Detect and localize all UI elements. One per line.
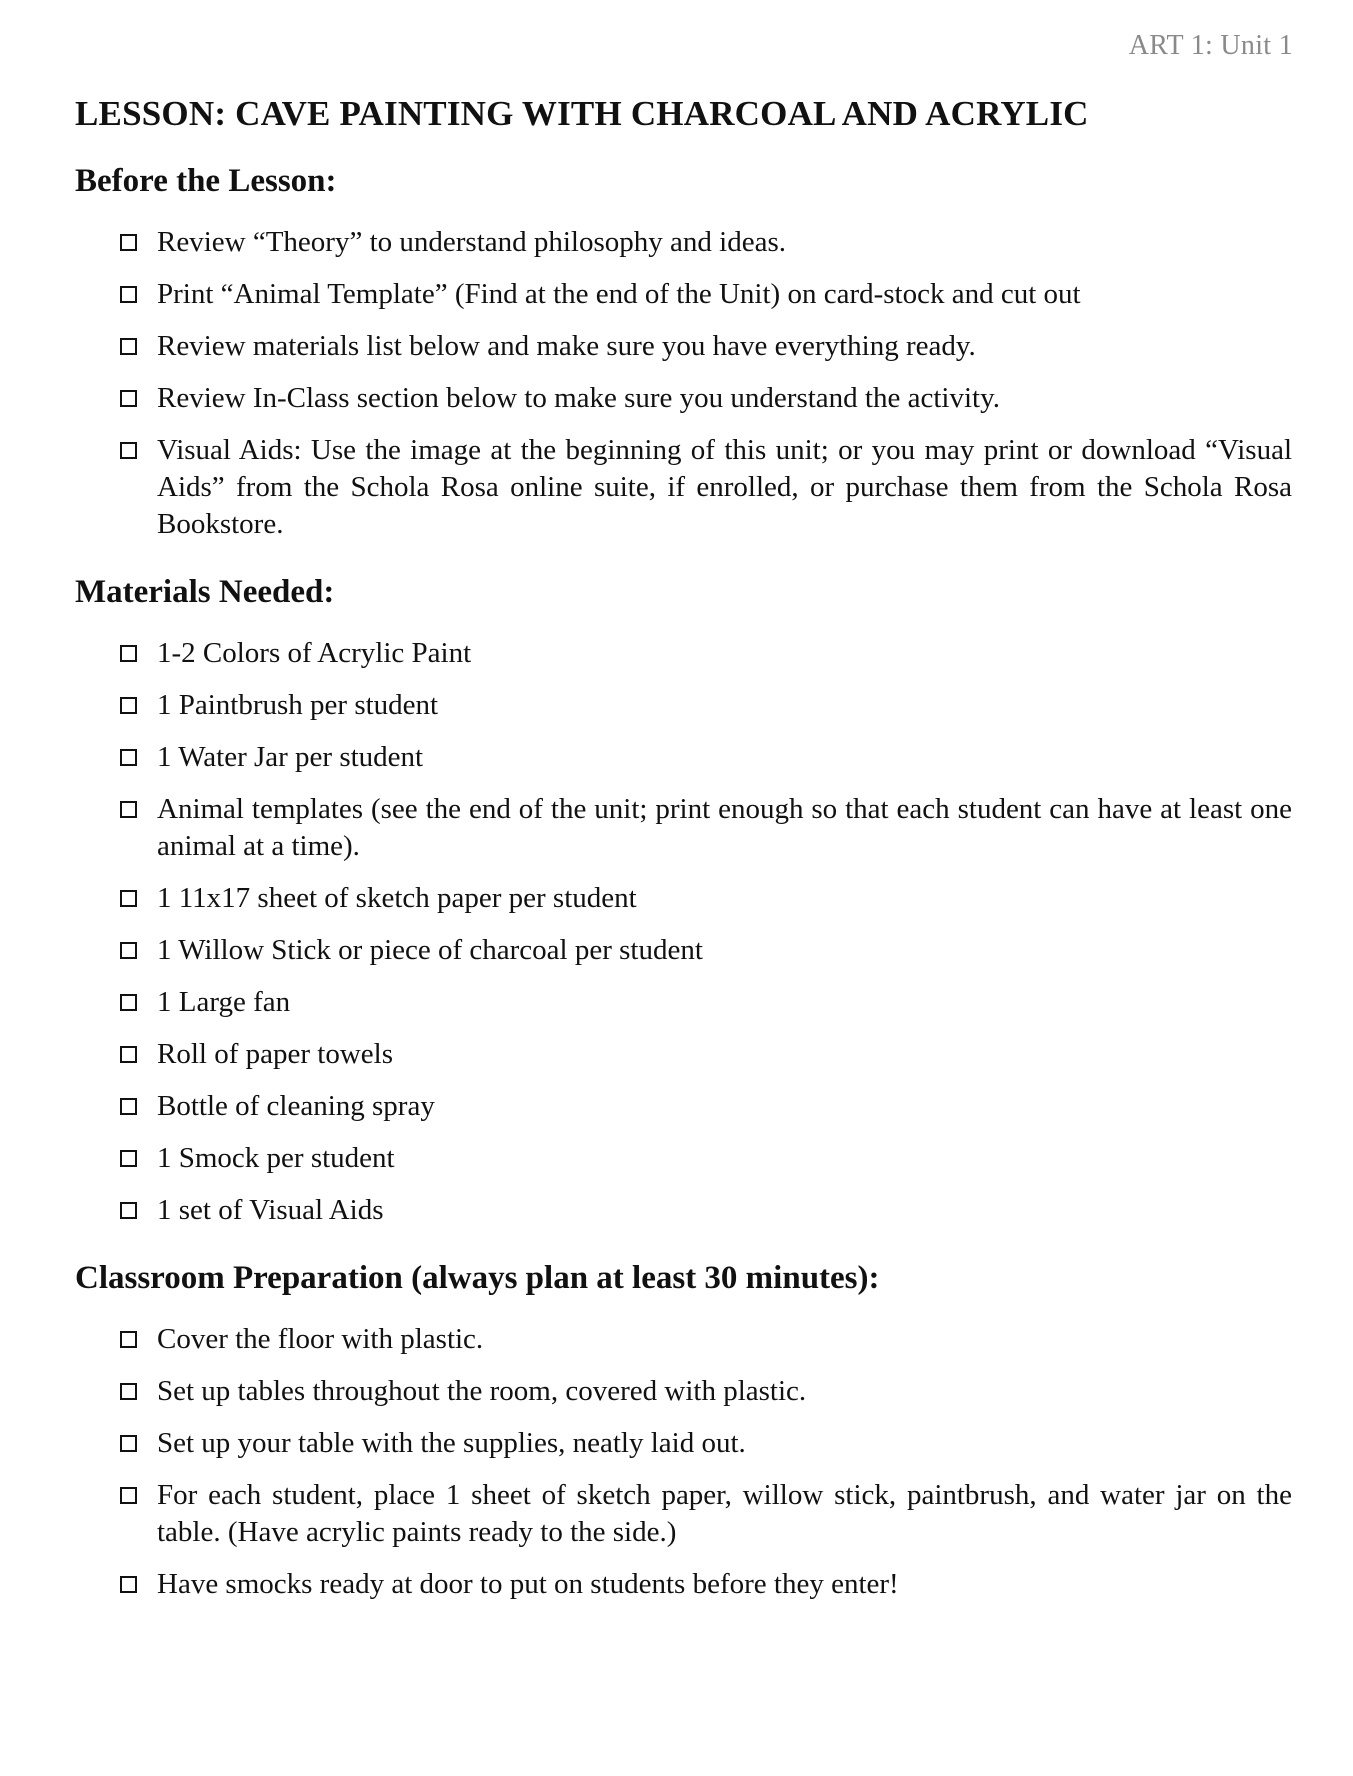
checklist-item bbox=[120, 328, 1292, 365]
checklist-item-text: Bottle of cleaning spray bbox=[157, 1090, 435, 1122]
before-lesson-heading: Before the Lesson: bbox=[75, 163, 337, 199]
checklist-item bbox=[120, 1425, 1292, 1462]
checkbox[interactable] bbox=[120, 1331, 137, 1348]
checklist-item-text: Review In-Class section below to make sure you understand the activity. bbox=[157, 382, 1000, 414]
checklist-item-text: Animal templates (see the end of the unit; print enough so that each student can have at least one animal at a time). bbox=[157, 793, 1292, 862]
lesson-title: LESSON: CAVE PAINTING WITH CHARCOAL AND ACRYLIC bbox=[75, 94, 1089, 133]
checkbox[interactable] bbox=[120, 338, 137, 355]
checklist-item-text: 1 set of Visual Aids bbox=[157, 1194, 384, 1226]
checklist-item bbox=[120, 276, 1292, 313]
classroom-prep-checklist bbox=[75, 1321, 1292, 1603]
checkbox[interactable] bbox=[120, 286, 137, 303]
checkbox[interactable] bbox=[120, 1487, 137, 1504]
checkbox[interactable] bbox=[120, 801, 137, 818]
classroom-prep-heading: Classroom Preparation (always plan at least 30 minutes): bbox=[75, 1260, 880, 1296]
checkbox[interactable] bbox=[120, 1098, 137, 1115]
before-lesson-checklist bbox=[75, 224, 1292, 543]
checklist-item-text: 1 Paintbrush per student bbox=[157, 689, 439, 721]
checklist-item bbox=[120, 687, 1292, 724]
checkbox[interactable] bbox=[120, 942, 137, 959]
checklist-item bbox=[120, 984, 1292, 1021]
checklist-item-text: Print “Animal Template” (Find at the end of the Unit) on card-stock and cut out bbox=[157, 278, 1081, 310]
checklist-item bbox=[120, 739, 1292, 776]
checklist-item bbox=[120, 380, 1292, 417]
checklist-item-text: Review materials list below and make sure you have everything ready. bbox=[157, 330, 976, 362]
checklist-item-text: 1 Large fan bbox=[157, 986, 291, 1018]
checklist-item-text: 1 Water Jar per student bbox=[157, 741, 424, 773]
checklist-item bbox=[120, 1321, 1292, 1358]
checkbox[interactable] bbox=[120, 390, 137, 407]
checklist-item bbox=[120, 1140, 1292, 1177]
checklist-item-text: Roll of paper towels bbox=[157, 1038, 393, 1070]
checkbox[interactable] bbox=[120, 1202, 137, 1219]
checkbox[interactable] bbox=[120, 1576, 137, 1593]
checklist-item bbox=[120, 1036, 1292, 1073]
checklist-item bbox=[120, 1088, 1292, 1125]
materials-checklist bbox=[75, 635, 1292, 1229]
checklist-item bbox=[120, 1566, 1292, 1603]
checklist-item-text: 1 Smock per student bbox=[157, 1142, 395, 1174]
checklist-item-text: 1 Willow Stick or piece of charcoal per student bbox=[157, 934, 703, 966]
checklist-item bbox=[120, 791, 1292, 865]
checklist-item-text: Review “Theory” to understand philosophy and ideas. bbox=[157, 226, 786, 258]
checkbox[interactable] bbox=[120, 749, 137, 766]
checklist-item bbox=[120, 224, 1292, 261]
checklist-item-text: Set up your table with the supplies, neatly laid out. bbox=[157, 1427, 746, 1459]
checklist-item-text: 1 11x17 sheet of sketch paper per student bbox=[157, 882, 637, 914]
checkbox[interactable] bbox=[120, 645, 137, 662]
checklist-item bbox=[120, 635, 1292, 672]
lesson-page bbox=[75, 92, 1292, 1631]
checklist-item-text: 1-2 Colors of Acrylic Paint bbox=[157, 637, 472, 669]
checklist-item bbox=[120, 1477, 1292, 1551]
checklist-item bbox=[120, 880, 1292, 917]
checklist-item bbox=[120, 1373, 1292, 1410]
unit-label: ART 1: Unit 1 bbox=[1128, 30, 1293, 61]
checkbox[interactable] bbox=[120, 1383, 137, 1400]
checklist-item bbox=[120, 1192, 1292, 1229]
checklist-item bbox=[120, 932, 1292, 969]
checkbox[interactable] bbox=[120, 1435, 137, 1452]
checklist-item-text: Visual Aids: Use the image at the beginning of this unit; or you may print or download “Visual Aids” from the Schola Rosa online suite, if enrolled, or purchase them from the Schola Rosa Bookstore. bbox=[157, 434, 1292, 540]
checklist-item-text: Cover the floor with plastic. bbox=[157, 1323, 484, 1355]
checkbox[interactable] bbox=[120, 234, 137, 251]
checkbox[interactable] bbox=[120, 1150, 137, 1167]
checkbox[interactable] bbox=[120, 994, 137, 1011]
checkbox[interactable] bbox=[120, 697, 137, 714]
checklist-item-text: For each student, place 1 sheet of sketch paper, willow stick, paintbrush, and water jar on the table. (Have acrylic paints ready to the side.) bbox=[157, 1479, 1292, 1548]
checkbox[interactable] bbox=[120, 442, 137, 459]
checklist-item-text: Set up tables throughout the room, covered with plastic. bbox=[157, 1375, 807, 1407]
checklist-item bbox=[120, 432, 1292, 543]
materials-heading: Materials Needed: bbox=[75, 574, 335, 610]
checkbox[interactable] bbox=[120, 1046, 137, 1063]
checkbox[interactable] bbox=[120, 890, 137, 907]
checklist-item-text: Have smocks ready at door to put on students before they enter! bbox=[157, 1568, 899, 1600]
